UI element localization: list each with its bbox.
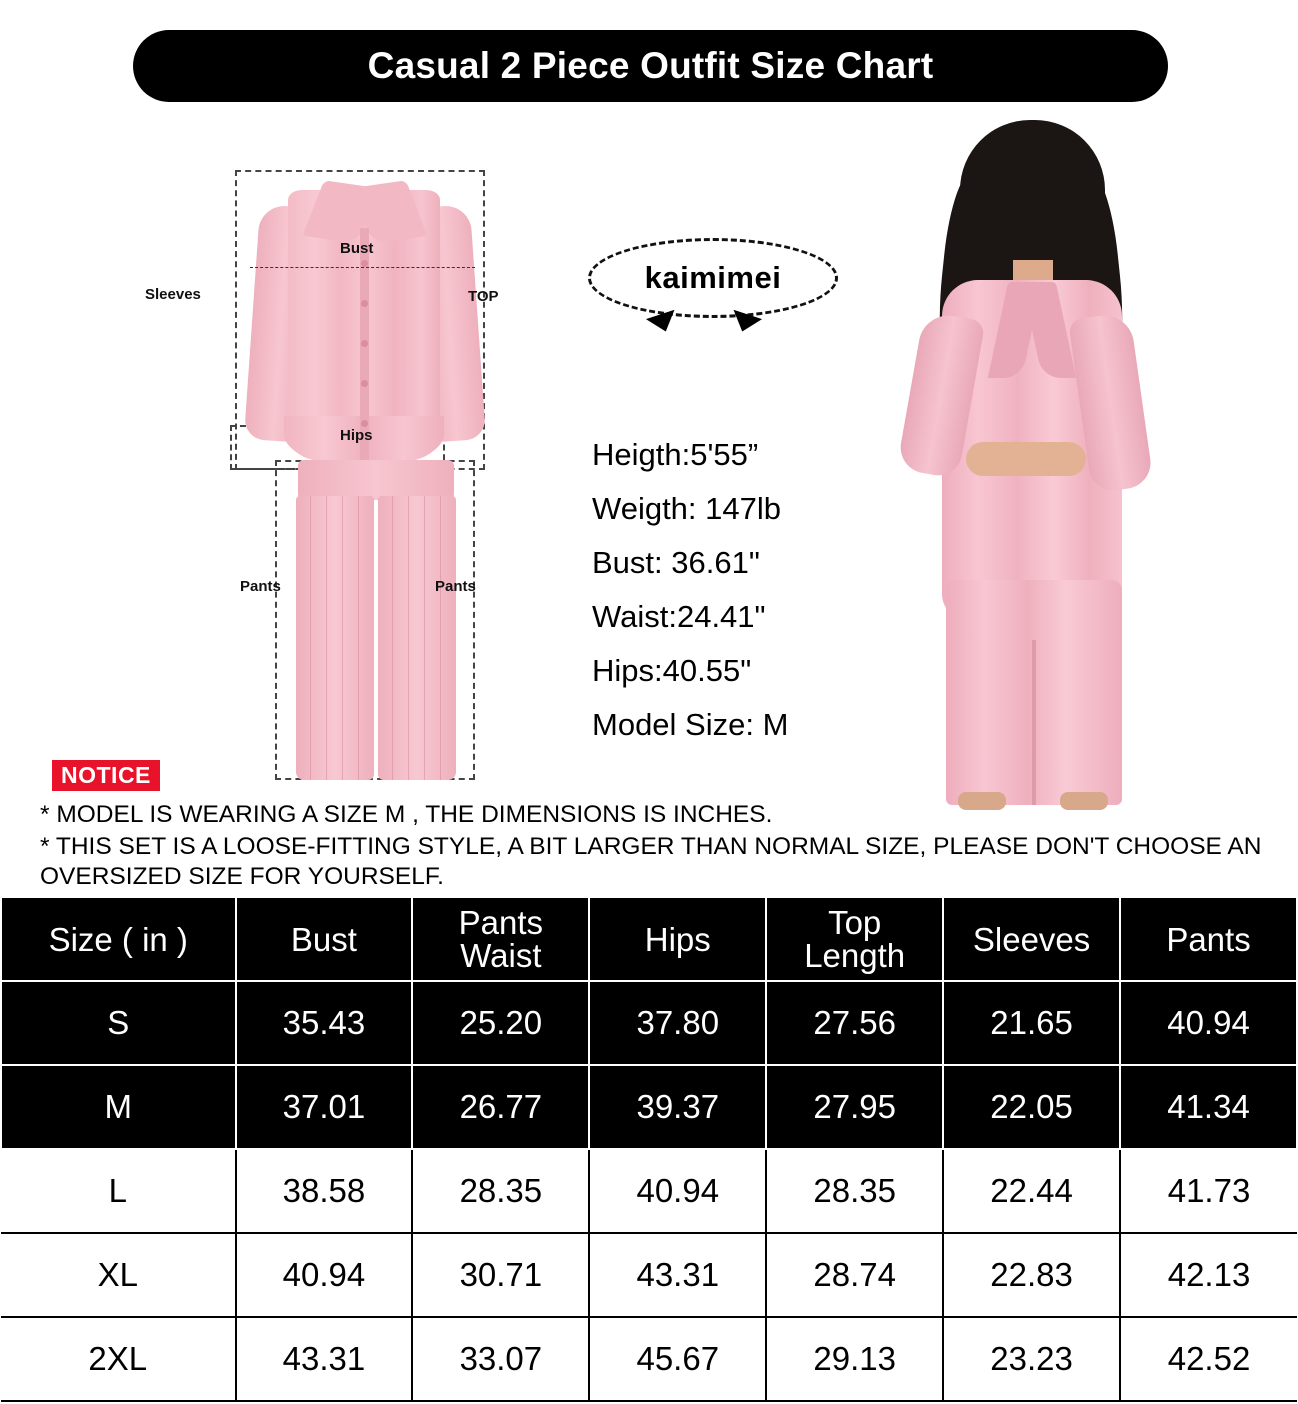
header-sleeves: Sleeves (943, 897, 1120, 981)
cell-pants-waist: 28.35 (412, 1149, 589, 1233)
table-row (1, 981, 1297, 1065)
cell-pants: 41.34 (1120, 1065, 1297, 1149)
triangle-left-icon (646, 310, 680, 336)
shirt-button (361, 420, 368, 427)
cell-bust: 35.43 (236, 981, 413, 1065)
spec-height: Heigth:5'55” (592, 437, 759, 472)
table-row (1, 1317, 1297, 1401)
cell-hips: 37.80 (589, 981, 766, 1065)
header-bust: Bust (236, 897, 413, 981)
cell-size: M (1, 1065, 236, 1149)
label-hips: Hips (340, 427, 373, 444)
pants-waistband (298, 460, 454, 500)
cell-top-length: 27.95 (766, 1065, 943, 1149)
brand-ellipse (588, 238, 838, 318)
pants-leg-right (378, 496, 456, 780)
table-row (1, 1149, 1297, 1233)
cell-pants: 42.13 (1120, 1233, 1297, 1317)
cell-size: 2XL (1, 1317, 236, 1401)
brand-name: kaimimei (644, 260, 782, 295)
spec-waist: Waist:24.41" (592, 599, 766, 634)
cell-pants-waist: 25.20 (412, 981, 589, 1065)
cell-top-length: 28.35 (766, 1149, 943, 1233)
cell-sleeves: 22.44 (943, 1149, 1120, 1233)
cell-pants: 40.94 (1120, 981, 1297, 1065)
cell-pants-waist: 33.07 (412, 1317, 589, 1401)
cell-size: S (1, 981, 236, 1065)
shirt-illustration (250, 168, 480, 468)
notice-line-1: * MODEL IS WEARING A SIZE M , THE DIMENSIONS IS INCHES. (40, 801, 773, 828)
cell-sleeves: 22.83 (943, 1233, 1120, 1317)
page-title-banner (133, 30, 1168, 102)
cell-size: XL (1, 1233, 236, 1317)
table-row (1, 1065, 1297, 1149)
header-pants: Pants (1120, 897, 1297, 981)
cell-hips: 43.31 (589, 1233, 766, 1317)
cell-sleeves: 21.65 (943, 981, 1120, 1065)
bust-measure-line (250, 267, 475, 268)
model-photo (880, 120, 1180, 810)
cell-pants-waist: 30.71 (412, 1233, 589, 1317)
model-pants-seam (1032, 640, 1036, 805)
label-bust: Bust (340, 240, 374, 257)
label-pants-left: Pants (240, 578, 281, 595)
cell-sleeves: 22.05 (943, 1065, 1120, 1149)
cell-sleeves: 23.23 (943, 1317, 1120, 1401)
page-title: Casual 2 Piece Outfit Size Chart (367, 45, 934, 86)
shirt-button (361, 380, 368, 387)
label-pants-right: Pants (435, 578, 476, 595)
model-specs (592, 428, 912, 752)
cell-top-length: 28.74 (766, 1233, 943, 1317)
header-hips: Hips (589, 897, 766, 981)
cell-bust: 40.94 (236, 1233, 413, 1317)
spec-model-size: Model Size: M (592, 707, 789, 742)
notice-text (40, 800, 1270, 894)
brand-badge (588, 238, 838, 334)
spec-hips: Hips:40.55" (592, 653, 752, 688)
spec-weight: Weigth: 147lb (592, 491, 781, 526)
shirt-button (361, 300, 368, 307)
table-header-row (1, 897, 1297, 981)
cell-hips: 39.37 (589, 1065, 766, 1149)
cell-bust: 38.58 (236, 1149, 413, 1233)
header-size: Size ( in ) (1, 897, 236, 981)
cell-size: L (1, 1149, 236, 1233)
table-row (1, 1233, 1297, 1317)
notice-line-2: * THIS SET IS A LOOSE-FITTING STYLE, A BIT LARGER THAN NORMAL SIZE, PLEASE DON'T CHOOSE AN OVERSIZED SIZE FOR YOURSELF. (40, 833, 1262, 890)
pants-illustration (290, 460, 462, 780)
header-top-length: Top Length (766, 897, 943, 981)
spec-bust: Bust: 36.61" (592, 545, 760, 580)
notice-badge: NOTICE (52, 760, 160, 791)
model-arms (966, 442, 1086, 476)
shirt-button (361, 340, 368, 347)
size-chart-table (0, 896, 1298, 1402)
garment-diagram (145, 150, 550, 790)
cell-pants-waist: 26.77 (412, 1065, 589, 1149)
cell-top-length: 29.13 (766, 1317, 943, 1401)
cell-top-length: 27.56 (766, 981, 943, 1065)
shirt-button (361, 260, 368, 267)
cell-pants: 41.73 (1120, 1149, 1297, 1233)
pants-leg-left (296, 496, 374, 780)
cell-bust: 37.01 (236, 1065, 413, 1149)
cell-bust: 43.31 (236, 1317, 413, 1401)
cell-hips: 40.94 (589, 1149, 766, 1233)
label-top: TOP (468, 288, 499, 305)
label-sleeves: Sleeves (145, 286, 201, 303)
cell-hips: 45.67 (589, 1317, 766, 1401)
header-pants-waist: Pants Waist (412, 897, 589, 981)
cell-pants: 42.52 (1120, 1317, 1297, 1401)
